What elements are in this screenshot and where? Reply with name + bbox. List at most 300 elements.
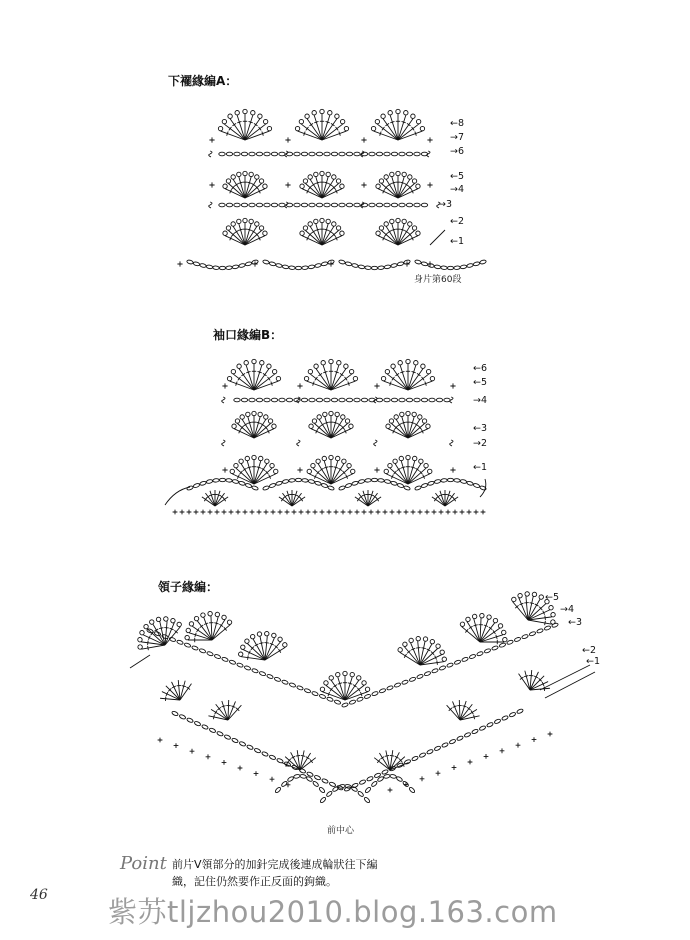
chain-stitch — [414, 152, 420, 156]
picot — [252, 359, 256, 363]
chain-stitch — [238, 481, 245, 486]
fan-group — [129, 608, 186, 658]
chain-stitch — [331, 152, 337, 156]
picot — [259, 226, 263, 230]
picot — [257, 631, 262, 636]
picot — [282, 642, 287, 647]
chain-stitch — [364, 694, 371, 699]
chain-stitch — [381, 769, 388, 775]
chain-stitch — [246, 744, 253, 750]
single-crochet — [229, 510, 234, 515]
picot — [353, 376, 357, 380]
guide-line — [130, 655, 150, 668]
fan-group — [396, 632, 450, 670]
chain-stitch — [447, 478, 453, 481]
double-crochet — [230, 381, 254, 390]
double-crochet — [307, 381, 331, 390]
chain-stitch — [279, 398, 285, 402]
double-crochet — [384, 381, 408, 390]
chain-stitch — [376, 203, 382, 207]
chain-stitch — [331, 203, 337, 207]
picot — [304, 376, 308, 380]
picot — [194, 616, 200, 622]
dc-bar — [223, 498, 226, 502]
picot — [357, 676, 361, 680]
chain-stitch — [384, 265, 391, 269]
single-crochet — [286, 782, 291, 787]
chain-stitch — [346, 398, 352, 402]
picot — [268, 419, 272, 423]
turning-chain — [209, 202, 212, 208]
row-label: 4 — [480, 395, 488, 406]
picot — [246, 412, 250, 416]
single-crochet — [450, 383, 455, 388]
picot — [308, 175, 312, 179]
single-crochet — [376, 510, 381, 515]
chain-stitch — [384, 203, 390, 207]
picot — [237, 364, 241, 368]
chain-stitch — [279, 152, 285, 156]
picot — [307, 469, 311, 473]
chain-stitch — [434, 746, 441, 752]
chain-stitch — [345, 483, 352, 488]
fan-group — [205, 696, 244, 726]
chain-stitch — [321, 261, 328, 266]
double-crochet — [316, 369, 331, 390]
picot — [314, 172, 318, 176]
chain-stitch — [232, 265, 239, 269]
picot — [486, 614, 492, 620]
chain-stitch — [351, 263, 358, 268]
chain-stitch — [332, 786, 339, 792]
picot — [345, 419, 349, 423]
picot — [538, 594, 544, 600]
guide-line — [545, 672, 595, 698]
double-crochet — [174, 681, 192, 700]
chain-stitch — [232, 479, 239, 484]
single-crochet — [484, 754, 489, 759]
picot — [328, 111, 332, 115]
dc-bar — [333, 685, 337, 688]
picot — [390, 172, 394, 176]
chain-stitch — [219, 203, 225, 207]
picot — [235, 419, 239, 423]
picot — [394, 415, 398, 419]
point-word: Point — [120, 853, 167, 874]
double-crochet — [398, 119, 413, 140]
chain-stitch — [245, 261, 252, 266]
chain-stitch — [281, 679, 288, 684]
picot — [244, 639, 249, 644]
dc-bar — [326, 121, 330, 122]
dc-bar — [333, 422, 337, 423]
picot — [340, 231, 344, 235]
single-crochet — [452, 765, 457, 770]
chain-stitch — [271, 203, 277, 207]
chain-stitch — [386, 685, 393, 690]
single-crochet — [369, 510, 374, 515]
single-crochet — [450, 467, 455, 472]
picot — [412, 179, 416, 183]
single-crochet — [548, 732, 553, 737]
chain-stitch — [296, 685, 303, 690]
dc-bar — [248, 651, 251, 655]
chain-stitch — [384, 479, 391, 484]
fan-group — [156, 675, 196, 708]
picot — [385, 369, 389, 373]
dc-bar — [331, 123, 335, 126]
chain-stitch — [414, 485, 421, 490]
picot — [414, 361, 418, 365]
chain-stitch — [226, 266, 233, 270]
chain-stitch — [321, 778, 328, 784]
picot — [335, 412, 339, 416]
chain-stitch — [193, 261, 200, 266]
chain-stitch — [282, 265, 289, 269]
chain-stitch — [324, 398, 330, 402]
dc-bar — [324, 422, 328, 423]
chain-stitch — [501, 715, 508, 721]
chain-stitch — [378, 266, 385, 270]
turning-chain — [209, 151, 212, 157]
chain-stitch — [186, 717, 193, 723]
picot — [240, 645, 245, 650]
dc-bar — [306, 756, 310, 759]
picot — [163, 616, 169, 622]
single-crochet — [278, 510, 283, 515]
chain-stitch — [239, 741, 246, 747]
chain-stitch — [249, 152, 255, 156]
picot — [308, 222, 312, 226]
chain-stitch — [371, 691, 378, 696]
chain-stitch — [226, 478, 233, 482]
picot — [260, 361, 264, 365]
single-crochet — [194, 510, 199, 515]
single-crochet — [374, 467, 379, 472]
chain-stitch — [334, 699, 341, 704]
chain-stitch — [251, 485, 258, 490]
picot — [493, 618, 499, 624]
chain-stitch — [234, 203, 240, 207]
chain-stitch — [179, 714, 186, 720]
picot — [396, 171, 400, 175]
row-num-b-2: →2 — [473, 438, 488, 449]
double-crochet — [245, 131, 269, 140]
picot — [185, 628, 191, 634]
chain-stitch — [236, 662, 243, 667]
double-crochet — [254, 369, 269, 390]
picot — [340, 119, 344, 123]
chain-stitch — [390, 774, 397, 779]
single-crochet — [436, 771, 441, 776]
dc-bar — [335, 371, 339, 372]
picot — [337, 361, 341, 365]
chain-stitch — [286, 398, 292, 402]
row-label: 8 — [457, 118, 465, 129]
picot — [416, 119, 420, 123]
chain-stitch — [324, 152, 330, 156]
row-label: 1 — [480, 462, 488, 473]
chain-stitch — [454, 478, 461, 482]
single-crochet — [427, 137, 432, 142]
single-crochet — [500, 748, 505, 753]
center-front-label: 前中心 — [327, 826, 355, 836]
picot — [381, 114, 385, 118]
chain-stitch — [293, 774, 300, 779]
picot — [231, 175, 235, 179]
picot — [376, 231, 380, 235]
chain-stitch — [376, 152, 382, 156]
picot — [218, 126, 222, 130]
picot — [350, 672, 354, 676]
chain-stitch — [304, 688, 311, 693]
picot — [501, 630, 507, 636]
chain-stitch — [473, 261, 480, 266]
chain-stitch — [390, 263, 397, 268]
chain-stitch — [431, 668, 438, 673]
double-crochet — [141, 638, 165, 656]
single-crochet — [374, 383, 379, 388]
picot — [531, 591, 537, 597]
double-crochet — [254, 381, 278, 390]
picot — [239, 459, 243, 463]
chain-stitch — [359, 779, 366, 785]
single-crochet — [328, 261, 333, 266]
single-crochet — [362, 510, 367, 515]
section-a-title: 下襬緣編A： — [168, 74, 238, 88]
picot — [272, 369, 276, 373]
dc-bar — [407, 123, 411, 126]
picot — [300, 231, 304, 235]
row-label: 5 — [480, 377, 488, 388]
picot — [409, 638, 414, 643]
picot — [375, 119, 379, 123]
turning-chain — [285, 202, 288, 208]
picot — [317, 415, 321, 419]
double-crochet — [245, 115, 253, 140]
picot — [371, 126, 375, 130]
row-label: 4 — [567, 604, 575, 615]
chain-stitch — [287, 776, 294, 782]
double-crochet — [528, 613, 552, 631]
double-crochet — [322, 115, 330, 140]
double-crochet — [374, 131, 398, 140]
picot — [240, 415, 244, 419]
dc-bar — [237, 121, 241, 122]
guide-line — [430, 230, 445, 245]
double-crochet — [154, 622, 172, 645]
dc-bar — [324, 467, 328, 468]
picot — [332, 175, 336, 179]
double-crochet — [398, 131, 422, 140]
picot — [332, 222, 336, 226]
dc-bar — [232, 123, 236, 126]
chain-stitch — [312, 781, 319, 788]
chain-stitch — [516, 708, 523, 714]
picot — [426, 424, 430, 428]
chain-stitch — [499, 642, 506, 647]
single-crochet — [516, 743, 521, 748]
picot — [264, 631, 269, 636]
picot — [200, 612, 206, 618]
double-crochet — [322, 124, 343, 140]
double-crochet — [237, 115, 245, 140]
picot — [237, 172, 241, 176]
dc-bar — [376, 498, 379, 502]
chain-stitch — [369, 152, 375, 156]
picot — [344, 126, 348, 130]
dc-bar — [541, 611, 545, 615]
row-label: 2 — [480, 438, 488, 449]
dc-bar — [315, 229, 319, 230]
picot — [267, 126, 271, 130]
chain-stitch — [308, 479, 315, 484]
row-num-b-4: →4 — [473, 395, 488, 406]
chain-stitch — [251, 668, 258, 673]
picot — [329, 455, 333, 459]
chain-stitch — [411, 756, 418, 762]
chain-stitch — [256, 152, 262, 156]
chain-stitch — [339, 152, 345, 156]
chain-stitch — [234, 398, 240, 402]
picot — [314, 219, 318, 223]
dc-bar — [247, 467, 251, 468]
dc-bar — [401, 467, 405, 468]
row-num-c-1: ←1 — [586, 656, 601, 667]
row-label: 5 — [552, 592, 560, 603]
single-crochet — [453, 510, 458, 515]
chain-stitch — [254, 748, 261, 754]
chain-stitch — [289, 682, 296, 687]
chain-stitch — [266, 674, 273, 679]
picot — [309, 424, 313, 428]
picot — [305, 114, 309, 118]
chain-stitch — [409, 677, 416, 682]
single-crochet — [243, 510, 248, 515]
turning-chain — [450, 397, 453, 403]
double-crochet — [230, 119, 245, 140]
chain-stitch — [421, 261, 428, 266]
chain-stitch — [379, 688, 386, 693]
chain-stitch — [327, 485, 334, 490]
picot — [336, 672, 340, 676]
chain-stitch — [354, 203, 360, 207]
picot — [267, 364, 271, 368]
picot — [227, 376, 231, 380]
single-crochet — [236, 510, 241, 515]
chain-stitch — [383, 774, 390, 779]
dc-bar — [238, 182, 242, 183]
chain-stitch — [201, 724, 208, 730]
chain-stitch — [384, 152, 390, 156]
row-label: 2 — [589, 645, 597, 656]
picot — [299, 119, 303, 123]
picot — [422, 419, 426, 423]
double-crochet — [221, 131, 245, 140]
picot — [402, 219, 406, 223]
chain-stitch — [479, 725, 486, 731]
single-crochet — [355, 510, 360, 515]
picot — [412, 226, 416, 230]
picot — [341, 415, 345, 419]
chain-stitch — [324, 203, 330, 207]
picot — [323, 412, 327, 416]
picot — [411, 114, 415, 118]
chain-stitch — [262, 485, 269, 490]
chain-stitch — [238, 263, 245, 268]
chain-stitch — [199, 481, 206, 486]
dc-bar — [217, 707, 221, 710]
chain-stitch — [339, 398, 345, 402]
picot — [412, 412, 416, 416]
dc-bar — [246, 371, 250, 372]
double-crochet — [408, 365, 416, 390]
chain-stitch — [262, 259, 269, 264]
picot — [389, 419, 393, 423]
picot — [258, 412, 262, 416]
dc-bar — [257, 467, 261, 468]
chain-stitch — [269, 483, 276, 488]
dc-bar — [390, 121, 394, 122]
picot — [244, 361, 248, 365]
picot — [207, 611, 213, 617]
chain-stitch — [314, 775, 321, 781]
dc-bar — [300, 498, 303, 502]
dc-bar — [259, 643, 263, 644]
chain-stitch — [397, 483, 404, 488]
chain-stitch — [301, 203, 307, 207]
picot — [189, 621, 195, 627]
chain-stitch — [506, 640, 513, 645]
chain-stitch — [354, 398, 360, 402]
single-crochet — [474, 510, 479, 515]
dc-bar — [400, 371, 404, 372]
fan-group — [235, 627, 289, 665]
dc-bar — [238, 229, 242, 230]
single-crochet — [254, 771, 259, 776]
dc-bar — [318, 373, 322, 376]
chain-stitch — [264, 398, 270, 402]
row-num-a-2: ←2 — [450, 216, 465, 227]
chain-stitch — [399, 203, 405, 207]
double-crochet — [387, 374, 408, 390]
chain-stitch — [191, 645, 198, 650]
chain-stitch — [365, 787, 372, 794]
chain-stitch — [300, 774, 307, 779]
single-crochet — [390, 510, 395, 515]
double-crochet — [301, 124, 322, 140]
picot — [349, 369, 353, 373]
picot — [465, 617, 471, 623]
chain-stitch — [434, 265, 441, 269]
single-crochet — [208, 510, 213, 515]
chain-stitch — [356, 697, 363, 702]
chain-stitch — [401, 679, 408, 684]
chain-stitch — [394, 682, 401, 687]
chain-stitch — [259, 671, 266, 676]
chain-stitch — [357, 791, 364, 798]
row-num-c-4: →4 — [560, 604, 575, 615]
picot — [231, 369, 235, 373]
chain-stitch — [426, 749, 433, 755]
single-crochet — [190, 749, 195, 754]
double-crochet — [245, 124, 266, 140]
picot — [263, 184, 267, 188]
dc-bar — [338, 683, 342, 684]
double-crochet — [331, 365, 339, 390]
chain-stitch — [194, 721, 201, 727]
double-crochet — [408, 381, 432, 390]
